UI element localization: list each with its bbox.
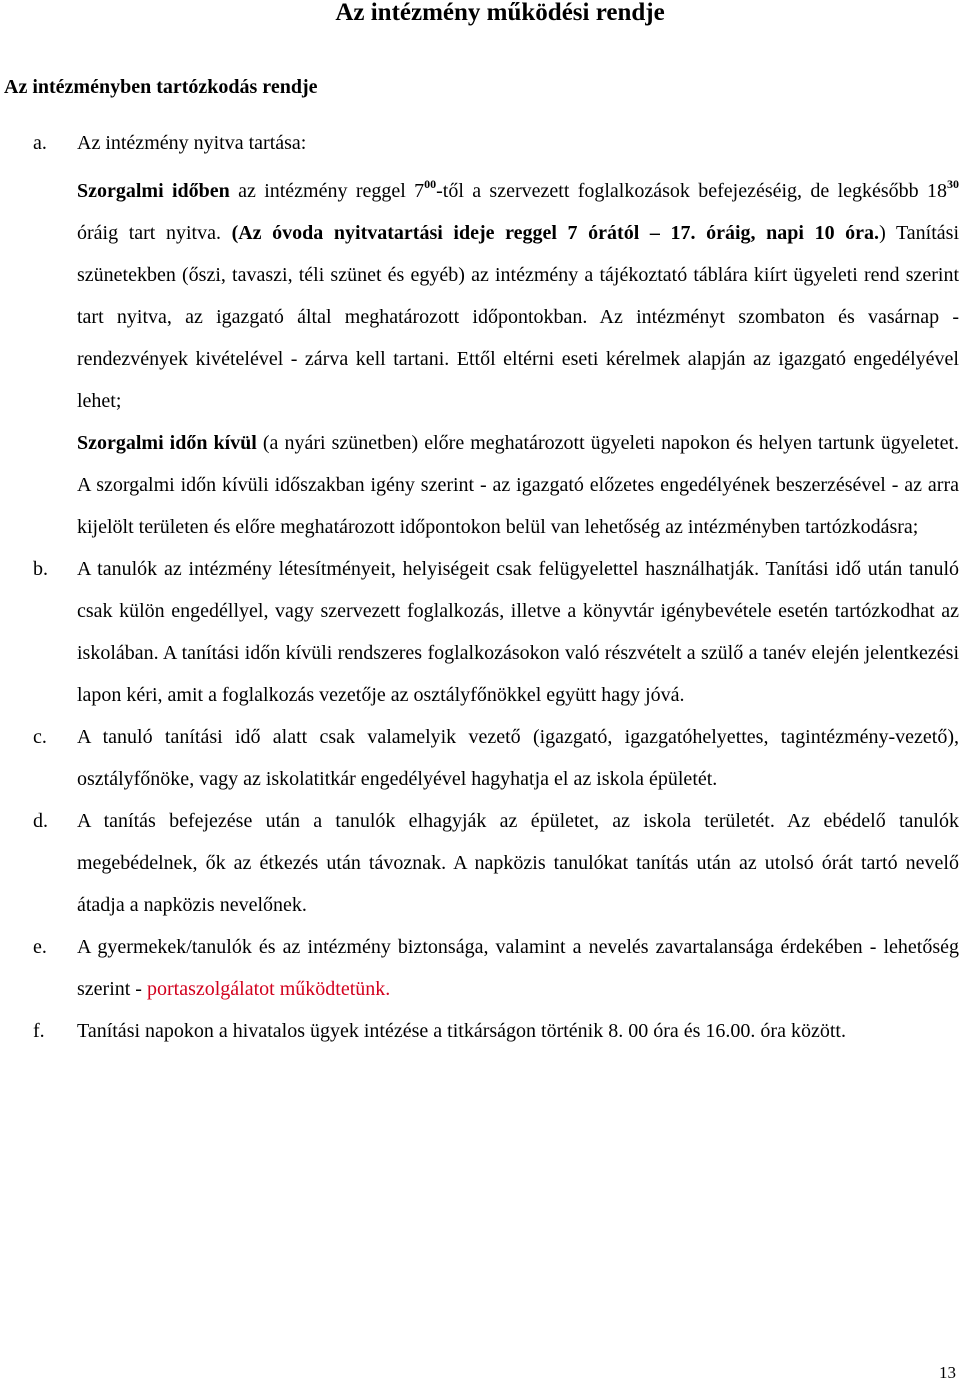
item-text: A tanulók az intézmény létesítményeit, helyiségeit csak felügyelettel használhatják. Tanítási idő után tanuló csak külön engedéllyel, vagy szervezett foglalkozás, illetve a könyvtár igénybevétele esetén tartózkodhat az iskolában. A tanítási időn kívüli rendszeres foglalkozásokon való részvételt a szülő a tanév elején jelentkezési lapon kéri, amit a foglalkozás vezetője az osztályfőnökkel együtt hagy jóvá.	[77, 558, 959, 706]
superscript: 30	[947, 177, 959, 191]
body-text: ) Tanítási szünetekben (őszi, tavaszi, téli szünet és egyéb) az intézmény a tájékoztató táblára kiírt ügyeleti rend szerint tart nyitva, az igazgató által meghatározott időpontokban. Az intézményt szombaton és vasárnap - rendezvények kivételével - zárva kell tartani. Ettől eltérni eseti kérelmek alapján az igazgató engedélyével lehet;	[77, 222, 960, 412]
kindergarten-hours: (Az óvoda nyitvatartási ideje reggel 7 órától – 17. óráig, napi 10 óra.	[231, 222, 880, 244]
body-text: -től a szervezett foglalkozások befejezéséig, de legkésőbb 18	[436, 180, 947, 202]
page-title: Az intézmény működési rendje	[335, 0, 665, 26]
item-text: A tanítás befejezése után a tanulók elhagyják az épületet, az iskola területét. Az ebédelő tanulók megebédelnek, ők az étkezés után távoznak. A napközis tanulókat tanítás után az utolsó órát tartó nevelő átadja a napközis nevelőnek.	[77, 810, 959, 916]
list-marker: e.	[33, 936, 47, 958]
body-text: (a nyári szünetben) előre meghatározott ügyeleti napokon és helyen tartunk ügyeletet. A szorgalmi időn kívüli időszakban igény szerint - az igazgató előzetes engedélyének beszerzésével - az arra kijelölt területen és előre meghatározott időpontokon belül van lehetőség az intézményben tartózkodásra;	[77, 432, 960, 538]
item-text: Tanítási napokon a hivatalos ügyek intézése a titkárságon történik 8. 00 óra és 16.00. óra között.	[77, 1020, 846, 1042]
list-marker: c.	[33, 726, 47, 748]
rules-list	[0, 128, 960, 1052]
out-of-term-label: Szorgalmi időn kívül	[77, 432, 257, 454]
list-marker: a.	[33, 132, 47, 154]
term-time-label: Szorgalmi időben	[77, 180, 230, 202]
list-marker: d.	[33, 810, 48, 832]
opening-hours-paragraph	[77, 170, 959, 422]
list-item-c	[0, 716, 960, 800]
section-heading: Az intézményben tartózkodás rendje	[4, 76, 318, 98]
list-item-d	[0, 800, 960, 926]
body-text: az intézmény reggel 7	[229, 180, 425, 202]
list-item-e	[0, 926, 960, 1010]
opening-hours-intro: Az intézmény nyitva tartása:	[77, 132, 307, 154]
red-highlight-text: portaszolgálatot működtetünk.	[146, 978, 391, 1000]
superscript: 00	[424, 177, 437, 191]
list-item-b	[0, 548, 960, 716]
out-of-term-paragraph	[77, 422, 959, 548]
list-item-a	[0, 128, 960, 548]
item-text: A tanuló tanítási idő alatt csak valamelyik vezető (igazgató, igazgatóhelyettes, tagintézmény-vezető), osztályfőnöke, vagy az iskolatitkár engedélyével hagyhatja el az iskola épületét.	[77, 726, 959, 790]
body-text: óráig tart nyitva.	[77, 222, 232, 244]
page-number: 13	[939, 1363, 956, 1382]
list-marker: b.	[33, 558, 48, 580]
list-marker: f.	[33, 1020, 45, 1042]
list-item-f	[0, 1010, 960, 1052]
item-text	[77, 926, 959, 1010]
body-text: A gyermekek/tanulók és az intézmény biztonsága, valamint a nevelés zavartalansága érdekében - lehetőség szerint -	[77, 936, 959, 1000]
